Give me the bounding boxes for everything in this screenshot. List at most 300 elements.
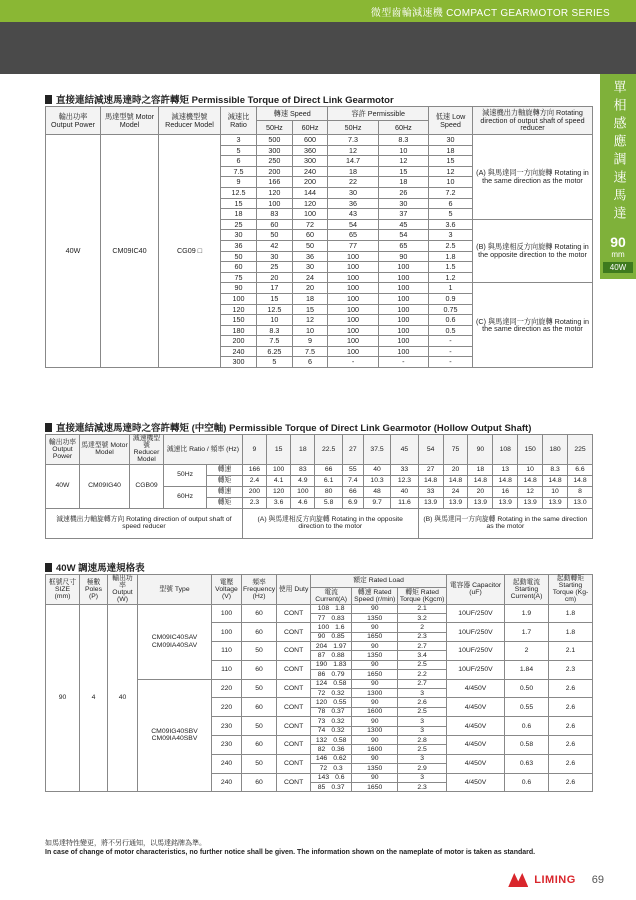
data-cell: 10 bbox=[518, 464, 543, 475]
col-perm: 容許 Permissible bbox=[328, 107, 429, 121]
motor-model-cell: CM09IC40 bbox=[101, 135, 159, 368]
current-value: 1.8 bbox=[335, 605, 345, 613]
data-cell: 13.9 bbox=[543, 497, 568, 508]
hz60-label: 60Hz bbox=[378, 121, 428, 135]
data-cell: 14.8 bbox=[418, 475, 443, 486]
rated-speed-cell: 1650 bbox=[352, 782, 398, 791]
col-motor: 馬達型號 Motor Model bbox=[80, 435, 130, 465]
start-torque-cell: 2.6 bbox=[549, 773, 593, 792]
col-rated-torque: 轉矩 Rated Torque (Kgcm) bbox=[398, 587, 447, 604]
rated-torque-cell: 2.5 bbox=[398, 660, 447, 669]
data-cell: 15 bbox=[429, 156, 473, 167]
current-value: 0.79 bbox=[331, 670, 345, 678]
data-cell: 3 bbox=[221, 135, 257, 146]
data-cell: 9 bbox=[292, 336, 328, 347]
rated-torque-cell: 2.3 bbox=[398, 632, 447, 641]
data-cell: 300 bbox=[292, 156, 328, 167]
voltage-cell: 110 bbox=[212, 642, 242, 661]
load-value: 86 bbox=[317, 670, 326, 678]
frequency-cell: 60 bbox=[242, 698, 277, 717]
data-cell: 6.25 bbox=[257, 346, 293, 357]
data-cell: 200 bbox=[242, 486, 266, 497]
side-tab bbox=[600, 74, 636, 279]
current-value: 0.37 bbox=[331, 783, 345, 791]
bullet-square-icon bbox=[45, 563, 52, 572]
data-cell: 200 bbox=[257, 166, 293, 177]
start-current-cell: 0.6 bbox=[505, 773, 549, 792]
data-cell: 100 bbox=[378, 315, 428, 326]
current-cell bbox=[311, 726, 352, 735]
frequency-cell: 60 bbox=[242, 660, 277, 679]
data-cell: 120 bbox=[292, 198, 328, 209]
data-cell: 33 bbox=[391, 464, 418, 475]
data-cell: 60 bbox=[257, 219, 293, 230]
data-cell: 3.6 bbox=[267, 497, 291, 508]
data-cell: - bbox=[429, 346, 473, 357]
data-cell: 0.5 bbox=[429, 325, 473, 336]
data-cell: 4.6 bbox=[291, 497, 315, 508]
col-voltage: 電壓 Voltage (V) bbox=[212, 575, 242, 605]
data-cell: 10 bbox=[292, 325, 328, 336]
load-value: 120 bbox=[315, 699, 328, 707]
data-cell: 100 bbox=[328, 304, 378, 315]
start-current-cell: 0.63 bbox=[505, 754, 549, 773]
col-output: 輸出功率 Output Power bbox=[46, 435, 80, 465]
data-cell: 36 bbox=[221, 240, 257, 251]
data-cell: 15 bbox=[221, 198, 257, 209]
start-torque-cell: 2.6 bbox=[549, 717, 593, 736]
ratio-cell: 90 bbox=[468, 435, 493, 465]
ratio-cell: 27 bbox=[342, 435, 363, 465]
rated-torque-cell: 3 bbox=[398, 754, 447, 763]
data-cell: 0.75 bbox=[429, 304, 473, 315]
col-duty: 使用 Duty bbox=[277, 575, 311, 605]
note-zh: 如馬達特性變更，將不另行通知，以馬達銘牌為準。 bbox=[45, 840, 206, 847]
current-cell bbox=[311, 613, 352, 622]
data-cell: 1 bbox=[429, 283, 473, 294]
rated-torque-cell: 2.6 bbox=[398, 698, 447, 707]
sub-label-cell: 轉速 bbox=[207, 464, 243, 475]
table-row bbox=[46, 135, 593, 146]
data-cell: 30 bbox=[292, 262, 328, 273]
data-cell: - bbox=[429, 336, 473, 347]
data-cell: 144 bbox=[292, 187, 328, 198]
voltage-cell: 230 bbox=[212, 735, 242, 754]
rated-torque-cell: 3 bbox=[398, 726, 447, 735]
data-cell: 12.5 bbox=[257, 304, 293, 315]
output-power-cell: 40W bbox=[46, 135, 101, 368]
current-cell bbox=[311, 717, 352, 726]
bullet-square-icon bbox=[45, 95, 52, 104]
data-cell: 5 bbox=[429, 209, 473, 220]
load-value: 78 bbox=[317, 708, 326, 716]
data-cell: 4.1 bbox=[267, 475, 291, 486]
rated-torque-cell: 3.2 bbox=[398, 613, 447, 622]
data-cell: 80 bbox=[315, 486, 342, 497]
current-value: 0.83 bbox=[331, 614, 345, 622]
data-cell: 100 bbox=[257, 198, 293, 209]
start-current-cell: 0.50 bbox=[505, 679, 549, 698]
data-cell: 45 bbox=[378, 219, 428, 230]
side-tab-label: 單相感應調速馬達 bbox=[610, 80, 626, 224]
data-cell: 7.5 bbox=[257, 336, 293, 347]
data-cell: 18 bbox=[378, 177, 428, 188]
rated-speed-cell: 90 bbox=[352, 604, 398, 613]
data-cell: 300 bbox=[257, 145, 293, 156]
data-cell: 100 bbox=[292, 209, 328, 220]
load-value: 73 bbox=[317, 717, 326, 725]
rated-torque-cell: 3 bbox=[398, 717, 447, 726]
data-cell: 18 bbox=[429, 145, 473, 156]
rated-speed-cell: 1300 bbox=[352, 726, 398, 735]
rated-torque-cell: 2.8 bbox=[398, 735, 447, 744]
current-value: 1.83 bbox=[333, 661, 347, 669]
data-cell: 12 bbox=[429, 166, 473, 177]
data-cell: 10 bbox=[378, 145, 428, 156]
load-value: 74 bbox=[317, 727, 326, 735]
duty-cell: CONT bbox=[277, 642, 311, 661]
data-cell: 18 bbox=[468, 464, 493, 475]
capacitor-cell: 4/450V bbox=[447, 698, 505, 717]
data-cell: 42 bbox=[257, 240, 293, 251]
data-cell: 6 bbox=[292, 357, 328, 368]
data-cell: 26 bbox=[378, 187, 428, 198]
data-cell: 120 bbox=[257, 187, 293, 198]
data-cell: 16 bbox=[493, 486, 518, 497]
ratio-cell: 75 bbox=[443, 435, 468, 465]
frequency-cell: 60 bbox=[242, 735, 277, 754]
data-cell: 20 bbox=[257, 272, 293, 283]
data-cell: 50 bbox=[257, 230, 293, 241]
data-cell: 8.3 bbox=[378, 135, 428, 146]
data-cell: 5 bbox=[257, 357, 293, 368]
col-freq: 頻率 Frequency (Hz) bbox=[242, 575, 277, 605]
data-cell: 20 bbox=[443, 464, 468, 475]
frequency-cell: 60Hz bbox=[164, 486, 207, 508]
data-cell: - bbox=[378, 357, 428, 368]
load-value: 72 bbox=[317, 689, 326, 697]
col-low: 低速 Low Speed bbox=[429, 107, 473, 135]
data-cell: 1.2 bbox=[429, 272, 473, 283]
frequency-cell: 50 bbox=[242, 642, 277, 661]
data-cell: 30 bbox=[378, 198, 428, 209]
data-cell: 22 bbox=[328, 177, 378, 188]
data-cell: 1.5 bbox=[429, 262, 473, 273]
rated-torque-cell: 2.3 bbox=[398, 782, 447, 791]
rated-torque-cell: 2.5 bbox=[398, 745, 447, 754]
data-cell: 37 bbox=[378, 209, 428, 220]
sub-label-cell: 轉矩 bbox=[207, 475, 243, 486]
data-cell: 3 bbox=[429, 230, 473, 241]
current-cell bbox=[311, 735, 352, 744]
voltage-cell: 220 bbox=[212, 698, 242, 717]
data-cell: 2.3 bbox=[242, 497, 266, 508]
series-title: 微型齒輪減速機 COMPACT GEARMOTOR SERIES bbox=[370, 8, 610, 19]
current-cell bbox=[311, 782, 352, 791]
data-cell: 60 bbox=[292, 230, 328, 241]
direction-cell: (B) 與馬達同一方向旋轉 Rotating in the same direction as the motor bbox=[418, 508, 592, 538]
frequency-cell: 50 bbox=[242, 717, 277, 736]
col-ratio: 減速比 Ratio / 頻率 (Hz) bbox=[164, 435, 243, 465]
duty-cell: CONT bbox=[277, 679, 311, 698]
rated-speed-cell: 90 bbox=[352, 623, 398, 632]
start-torque-cell: 2.6 bbox=[549, 754, 593, 773]
col-motor: 馬達型號 Motor Model bbox=[101, 107, 159, 135]
capacitor-cell: 10UF/250V bbox=[447, 623, 505, 642]
voltage-cell: 240 bbox=[212, 754, 242, 773]
data-cell: 30 bbox=[257, 251, 293, 262]
rated-torque-cell: 2.1 bbox=[398, 604, 447, 613]
rated-speed-cell: 1600 bbox=[352, 745, 398, 754]
data-cell: 36 bbox=[292, 251, 328, 262]
load-value: 82 bbox=[317, 745, 326, 753]
data-cell: 7.4 bbox=[342, 475, 363, 486]
data-cell: 14.8 bbox=[518, 475, 543, 486]
data-cell: 12 bbox=[378, 156, 428, 167]
start-torque-cell: 2.6 bbox=[549, 679, 593, 698]
sub-label-cell: 轉矩 bbox=[207, 497, 243, 508]
col-rated-speed: 轉速 Rated Speed (r/min) bbox=[352, 587, 398, 604]
current-value: 0.32 bbox=[331, 727, 345, 735]
frequency-cell: 50 bbox=[242, 754, 277, 773]
data-cell: 18 bbox=[328, 166, 378, 177]
direction-cell: (A) 與馬達同一方向旋轉 Rotating in the same direction as the motor bbox=[473, 135, 593, 220]
data-cell: 7.3 bbox=[328, 135, 378, 146]
data-cell: 13.9 bbox=[493, 497, 518, 508]
current-value: 0.88 bbox=[331, 652, 345, 660]
current-cell bbox=[311, 651, 352, 660]
start-torque-cell: 1.8 bbox=[549, 623, 593, 642]
data-cell: 40 bbox=[363, 464, 390, 475]
data-cell: 9.7 bbox=[363, 497, 390, 508]
data-cell: 13.9 bbox=[518, 497, 543, 508]
data-cell: 166 bbox=[242, 464, 266, 475]
current-cell bbox=[311, 707, 352, 716]
start-torque-cell: 2.1 bbox=[549, 642, 593, 661]
duty-cell: CONT bbox=[277, 698, 311, 717]
data-cell: 10.3 bbox=[363, 475, 390, 486]
data-cell: 66 bbox=[315, 464, 342, 475]
data-cell: 120 bbox=[267, 486, 291, 497]
direction-cell: (B) 與馬達相反方向旋轉 Rotating in the opposite direction to the motor bbox=[473, 219, 593, 283]
start-current-cell: 1.84 bbox=[505, 660, 549, 679]
data-cell: 7.5 bbox=[292, 346, 328, 357]
data-cell: 60 bbox=[221, 262, 257, 273]
col-start-torque: 起動轉矩 Starting Torque (Kg-cm) bbox=[549, 575, 593, 605]
start-torque-cell: 2.6 bbox=[549, 735, 593, 754]
data-cell: 6 bbox=[221, 156, 257, 167]
data-cell: 500 bbox=[257, 135, 293, 146]
frequency-cell: 60 bbox=[242, 623, 277, 642]
ratio-cell: 9 bbox=[242, 435, 266, 465]
data-cell: 13 bbox=[493, 464, 518, 475]
start-current-cell: 0.58 bbox=[505, 735, 549, 754]
data-cell: 15 bbox=[292, 304, 328, 315]
data-cell: 100 bbox=[328, 325, 378, 336]
data-cell: 100 bbox=[378, 262, 428, 273]
rated-torque-cell: 2.2 bbox=[398, 670, 447, 679]
col-start-current: 起動電流 Starting Current(A) bbox=[505, 575, 549, 605]
bullet-square-icon bbox=[45, 423, 52, 432]
data-cell: 36 bbox=[328, 198, 378, 209]
current-value: 0.85 bbox=[331, 633, 345, 641]
load-value: 204 bbox=[315, 642, 328, 650]
duty-cell: CONT bbox=[277, 735, 311, 754]
data-cell: 100 bbox=[328, 251, 378, 262]
voltage-cell: 220 bbox=[212, 679, 242, 698]
data-cell: - bbox=[328, 357, 378, 368]
data-cell: 12 bbox=[292, 315, 328, 326]
data-cell: 72 bbox=[292, 219, 328, 230]
rated-torque-cell: 3.4 bbox=[398, 651, 447, 660]
liming-logo-icon bbox=[508, 873, 528, 887]
rated-speed-cell: 90 bbox=[352, 735, 398, 744]
col-type: 型號 Type bbox=[138, 575, 212, 605]
capacitor-cell: 4/450V bbox=[447, 717, 505, 736]
rated-torque-cell: 3 bbox=[398, 689, 447, 698]
data-cell: 24 bbox=[443, 486, 468, 497]
data-cell: 5.8 bbox=[315, 497, 342, 508]
duty-cell: CONT bbox=[277, 717, 311, 736]
data-cell: 240 bbox=[221, 346, 257, 357]
voltage-cell: 110 bbox=[212, 660, 242, 679]
page-number: 69 bbox=[591, 874, 604, 886]
load-value: 85 bbox=[317, 783, 326, 791]
data-cell: 77 bbox=[328, 240, 378, 251]
data-cell: 10 bbox=[543, 486, 568, 497]
rated-torque-cell: 3 bbox=[398, 773, 447, 782]
current-value: 0.32 bbox=[331, 717, 345, 725]
capacitor-cell: 4/450V bbox=[447, 754, 505, 773]
data-cell: 14.8 bbox=[443, 475, 468, 486]
data-cell: 100 bbox=[221, 293, 257, 304]
load-value: 143 bbox=[317, 774, 330, 782]
rated-torque-cell: 2.7 bbox=[398, 642, 447, 651]
data-cell: 10 bbox=[429, 177, 473, 188]
data-cell: 65 bbox=[328, 230, 378, 241]
data-cell: 100 bbox=[267, 464, 291, 475]
current-value: 0.36 bbox=[331, 745, 345, 753]
load-value: 190 bbox=[315, 661, 328, 669]
current-cell bbox=[311, 754, 352, 763]
data-cell: 65 bbox=[378, 240, 428, 251]
data-cell: 100 bbox=[378, 272, 428, 283]
rated-torque-cell: 2 bbox=[398, 623, 447, 632]
rated-speed-cell: 1350 bbox=[352, 651, 398, 660]
data-cell: 6.6 bbox=[568, 464, 593, 475]
data-cell: 12 bbox=[328, 145, 378, 156]
load-value: 108 bbox=[317, 605, 330, 613]
data-cell: 100 bbox=[328, 283, 378, 294]
current-value: 0.37 bbox=[331, 708, 345, 716]
direction-cell: (A) 與馬達相反方向旋轉 Rotating in the opposite direction to the motor bbox=[242, 508, 418, 538]
start-current-cell: 0.6 bbox=[505, 717, 549, 736]
rated-torque-cell: 2.7 bbox=[398, 679, 447, 688]
data-cell: 83 bbox=[257, 209, 293, 220]
data-cell: 17 bbox=[257, 283, 293, 294]
start-torque-cell: 1.8 bbox=[549, 604, 593, 623]
poles-cell: 4 bbox=[80, 604, 108, 792]
start-current-cell: 2 bbox=[505, 642, 549, 661]
data-cell: 100 bbox=[328, 336, 378, 347]
data-cell: 12 bbox=[518, 486, 543, 497]
data-cell: 5 bbox=[221, 145, 257, 156]
start-current-cell: 1.7 bbox=[505, 623, 549, 642]
data-cell: 8.3 bbox=[543, 464, 568, 475]
data-cell: 9 bbox=[221, 177, 257, 188]
data-cell: 30 bbox=[221, 230, 257, 241]
current-value: 0.58 bbox=[333, 680, 347, 688]
current-value: 0.3 bbox=[333, 764, 343, 772]
col-rated: 額定 Rated Load bbox=[311, 575, 447, 588]
output-power-cell: 40W bbox=[46, 464, 80, 508]
data-cell: 25 bbox=[257, 262, 293, 273]
frequency-cell: 50Hz bbox=[164, 464, 207, 486]
ratio-cell: 150 bbox=[518, 435, 543, 465]
data-cell: 13.9 bbox=[418, 497, 443, 508]
rated-speed-cell: 1350 bbox=[352, 764, 398, 773]
data-cell: 100 bbox=[378, 304, 428, 315]
data-cell: 15 bbox=[378, 166, 428, 177]
ratio-cell: 108 bbox=[493, 435, 518, 465]
load-value: 132 bbox=[315, 736, 328, 744]
data-cell: 11.6 bbox=[391, 497, 418, 508]
ratio-cell: 37.5 bbox=[363, 435, 390, 465]
data-cell: 3.6 bbox=[429, 219, 473, 230]
duty-cell: CONT bbox=[277, 623, 311, 642]
col-output: 輸出功率 Output Power bbox=[46, 107, 101, 135]
current-cell bbox=[311, 679, 352, 688]
hollow-shaft-torque-table bbox=[45, 434, 593, 539]
col-reducer: 減速機型號 Reducer Model bbox=[130, 435, 164, 465]
current-cell bbox=[311, 698, 352, 707]
reducer-model-cell: CG09 □ bbox=[159, 135, 221, 368]
start-torque-cell: 2.3 bbox=[549, 660, 593, 679]
load-value: 100 bbox=[317, 623, 330, 631]
ratio-cell: 180 bbox=[543, 435, 568, 465]
data-cell: 240 bbox=[292, 166, 328, 177]
data-cell: 2.5 bbox=[429, 240, 473, 251]
ratio-cell: 22.5 bbox=[315, 435, 342, 465]
type-cell: CM09IG40SBV CM09IA40SBV bbox=[138, 679, 212, 792]
rated-speed-cell: 1650 bbox=[352, 632, 398, 641]
col-speed: 轉速 Speed bbox=[257, 107, 328, 121]
data-cell: 8.3 bbox=[257, 325, 293, 336]
hz50-label: 50Hz bbox=[257, 121, 293, 135]
data-cell: 54 bbox=[378, 230, 428, 241]
data-cell: 2.4 bbox=[242, 475, 266, 486]
voltage-cell: 100 bbox=[212, 623, 242, 642]
data-cell: 100 bbox=[378, 293, 428, 304]
ratio-cell: 18 bbox=[291, 435, 315, 465]
data-cell: 4.9 bbox=[291, 475, 315, 486]
output-cell: 40 bbox=[108, 604, 138, 792]
data-cell: 43 bbox=[328, 209, 378, 220]
load-value: 87 bbox=[317, 652, 326, 660]
data-cell: 25 bbox=[221, 219, 257, 230]
current-value: 0.32 bbox=[331, 689, 345, 697]
table-row bbox=[46, 604, 593, 613]
duty-cell: CONT bbox=[277, 754, 311, 773]
rated-speed-cell: 90 bbox=[352, 642, 398, 651]
col-rotation: 減速機出力軸旋轉方向 Rotating direction of output shaft of speed reducer bbox=[473, 107, 593, 135]
data-cell: 27 bbox=[418, 464, 443, 475]
data-cell: 8 bbox=[568, 486, 593, 497]
load-value: 146 bbox=[315, 755, 328, 763]
section1-title: 直接連結減速馬達時之容許轉矩 Permissible Torque of Direct Link Gearmotor bbox=[45, 92, 394, 106]
frequency-cell: 60 bbox=[242, 773, 277, 792]
col-capacitor: 電容器 Capacitor (uF) bbox=[447, 575, 505, 605]
